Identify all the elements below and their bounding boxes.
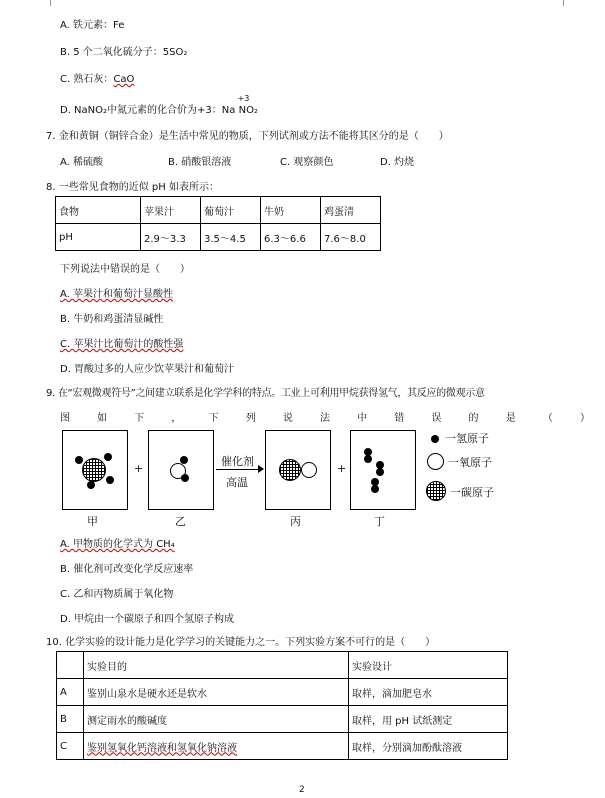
hydrogen-atom-icon [180,456,188,464]
label-ding: 丁 [374,515,385,528]
condition-label: 高温 [226,476,248,489]
hydrogen-legend-icon [431,435,439,443]
hydrogen-atom-icon [181,474,189,482]
experiment-cell: C [57,733,84,760]
q7-option-d: D. 灼烧 [380,157,415,168]
q6-option-d [60,94,258,116]
plus-sign: + [134,462,144,475]
hydrogen-atom-icon [371,485,379,493]
carbon-atom-icon [82,458,106,482]
experiment-cell [57,652,84,679]
molecule-box-yi [148,430,214,510]
q6-option-c-formula: CaO [113,74,135,85]
q9-stem-line1: 9. 在“宏观微观符号”之间建立联系是化学学科的特点。工业上可利用甲烷获得氢气，其反应的微观示意 [46,388,485,399]
carbon-atom-icon [279,459,301,481]
catalyst-label: 催化剂 [221,455,254,468]
experiment-cell: B [57,706,84,733]
q9-stem-char: 图 [60,413,70,424]
q6-option-b: B. 5 个二氧化硫分子：5SO₂ [60,47,188,58]
q6-element-n: N [238,105,247,116]
hydrogen-atom-icon [364,455,372,463]
ph-table-cell: 7.6～8.0 [321,224,381,251]
q9-option-a-text: A. 甲物质的化学式为 CH₄ [60,539,175,550]
ph-table-value-row [56,224,381,251]
q9-stem-char: 说 [282,413,293,424]
hydrogen-atom-icon [376,468,384,476]
q6-option-c-prefix: C. 熟石灰： [60,74,114,85]
ph-table-cell: 牛奶 [261,197,321,224]
legend-carbon: 一碳原子 [450,486,494,499]
corner-mark-top-right [563,0,572,6]
ph-table [55,196,381,251]
oxygen-atom-icon [301,462,317,478]
q9-option-d: D. 甲烷由一个碳原子和四个氢原子构成 [60,614,235,625]
q6-element-rest: O₂ [246,105,258,116]
q9-stem-char: 中 [357,413,368,424]
molecule-box-ding [350,430,416,510]
ph-table-header-row [56,197,381,224]
legend-oxygen: 一氧原子 [448,456,492,469]
q9-option-a [60,535,175,550]
reaction-arrow-line [216,469,260,470]
plus-sign: + [337,462,347,475]
molecule-box-jia [62,430,128,510]
ph-table-cell: 鸡蛋清 [321,197,381,224]
hydrogen-atom-icon [104,453,112,461]
experiment-cell: 测定雨水的酸碱度 [84,706,349,733]
experiment-cell: 实验设计 [349,652,508,679]
experiment-table-row [57,706,508,733]
legend-hydrogen: 一氢原子 [445,432,489,445]
experiment-table-header [57,652,508,679]
q9-option-c: C. 乙和丙物质属于氧化物 [60,589,174,600]
q9-stem-line2 [60,409,590,424]
experiment-cell [84,733,349,760]
ph-table-cell: 2.9～3.3 [141,224,201,251]
q7-option-b: B. 硝酸银溶液 [168,157,232,168]
label-yi: 乙 [175,515,186,528]
q9-stem-char: 误 [431,413,442,424]
q6-option-d-text: D. NaNO₂中氮元素的化合价为+3：Na [60,105,236,116]
q9-stem-char: 列 [245,413,256,424]
ph-table-cell: 6.3～6.6 [261,224,321,251]
q9-stem-char: ） [579,413,590,424]
q9-stem-char: （ [542,413,553,424]
q8-option-c: C. 苹果汁比葡萄汁的酸性强 [60,339,184,350]
label-bing: 丙 [290,515,301,528]
q6-option-c [60,70,134,85]
ph-table-cell: pH [56,224,141,251]
q7-stem: 7. 金和黄铜（铜锌合金）是生活中常见的物质，下列试剂或方法不能将其区分的是（ ） [46,131,449,142]
experiment-cell-text: 鉴别氢氧化钙溶液和氢氧化钠溶液 [87,742,237,754]
q9-stem-char: 是 [505,413,516,424]
q6-valence: +3 [237,94,250,103]
q8-stem: 8. 一些常见食物的近似 pH 如表所示： [46,182,219,193]
q9-stem-char: 下 [208,413,219,424]
corner-mark-top-left [42,0,51,6]
experiment-cell: A [57,679,84,706]
arrow-head-icon [258,465,264,473]
q9-stem-char: ， [171,413,182,424]
q9-option-b: B. 催化剂可改变化学反应速率 [60,564,194,575]
experiment-cell: 取样，滴加肥皂水 [349,679,508,706]
experiment-table [56,651,508,760]
oxygen-legend-icon [427,453,444,470]
q7-option-c: C. 观察颜色 [280,157,334,168]
carbon-legend-icon [426,481,446,501]
q8-ask: 下列说法中错误的是（ ） [60,264,190,275]
q9-stem-char: 下 [134,413,145,424]
q8-option-b: B. 牛奶和鸡蛋清显碱性 [60,314,164,325]
q7-option-a: A. 稀硫酸 [60,157,104,168]
q9-stem-char: 错 [394,413,405,424]
ph-table-cell: 3.5～4.5 [201,224,261,251]
ph-table-cell: 食物 [56,197,141,224]
experiment-cell: 鉴别山泉水是硬水还是软水 [84,679,349,706]
q6-option-a: A. 铁元素：Fe [60,20,125,31]
experiment-table-row [57,733,508,760]
q9-stem-char: 法 [319,413,330,424]
q9-stem-char: 如 [97,413,108,424]
experiment-cell: 取样，用 pH 试纸测定 [349,706,508,733]
experiment-cell: 取样，分别滴加酚酞溶液 [349,733,508,760]
experiment-table-row [57,679,508,706]
ph-table-cell: 葡萄汁 [201,197,261,224]
hydrogen-atom-icon [87,481,95,489]
experiment-cell: 实验目的 [84,652,349,679]
hydrogen-atom-icon [106,476,114,484]
molecule-box-bing [265,430,331,510]
q9-stem-char: 的 [468,413,479,424]
label-jia: 甲 [87,515,98,528]
hydrogen-atom-icon [75,456,83,464]
q8-option-a: A. 苹果汁和葡萄汁显酸性 [60,289,174,300]
q10-stem: 10. 化学实验的设计能力是化学学习的关键能力之一。下列实验方案不可行的是（ ） [46,637,436,648]
page-number: 2 [299,785,305,795]
ph-table-cell: 苹果汁 [141,197,201,224]
q8-option-d: D. 胃酸过多的人应少饮苹果汁和葡萄汁 [60,364,235,375]
